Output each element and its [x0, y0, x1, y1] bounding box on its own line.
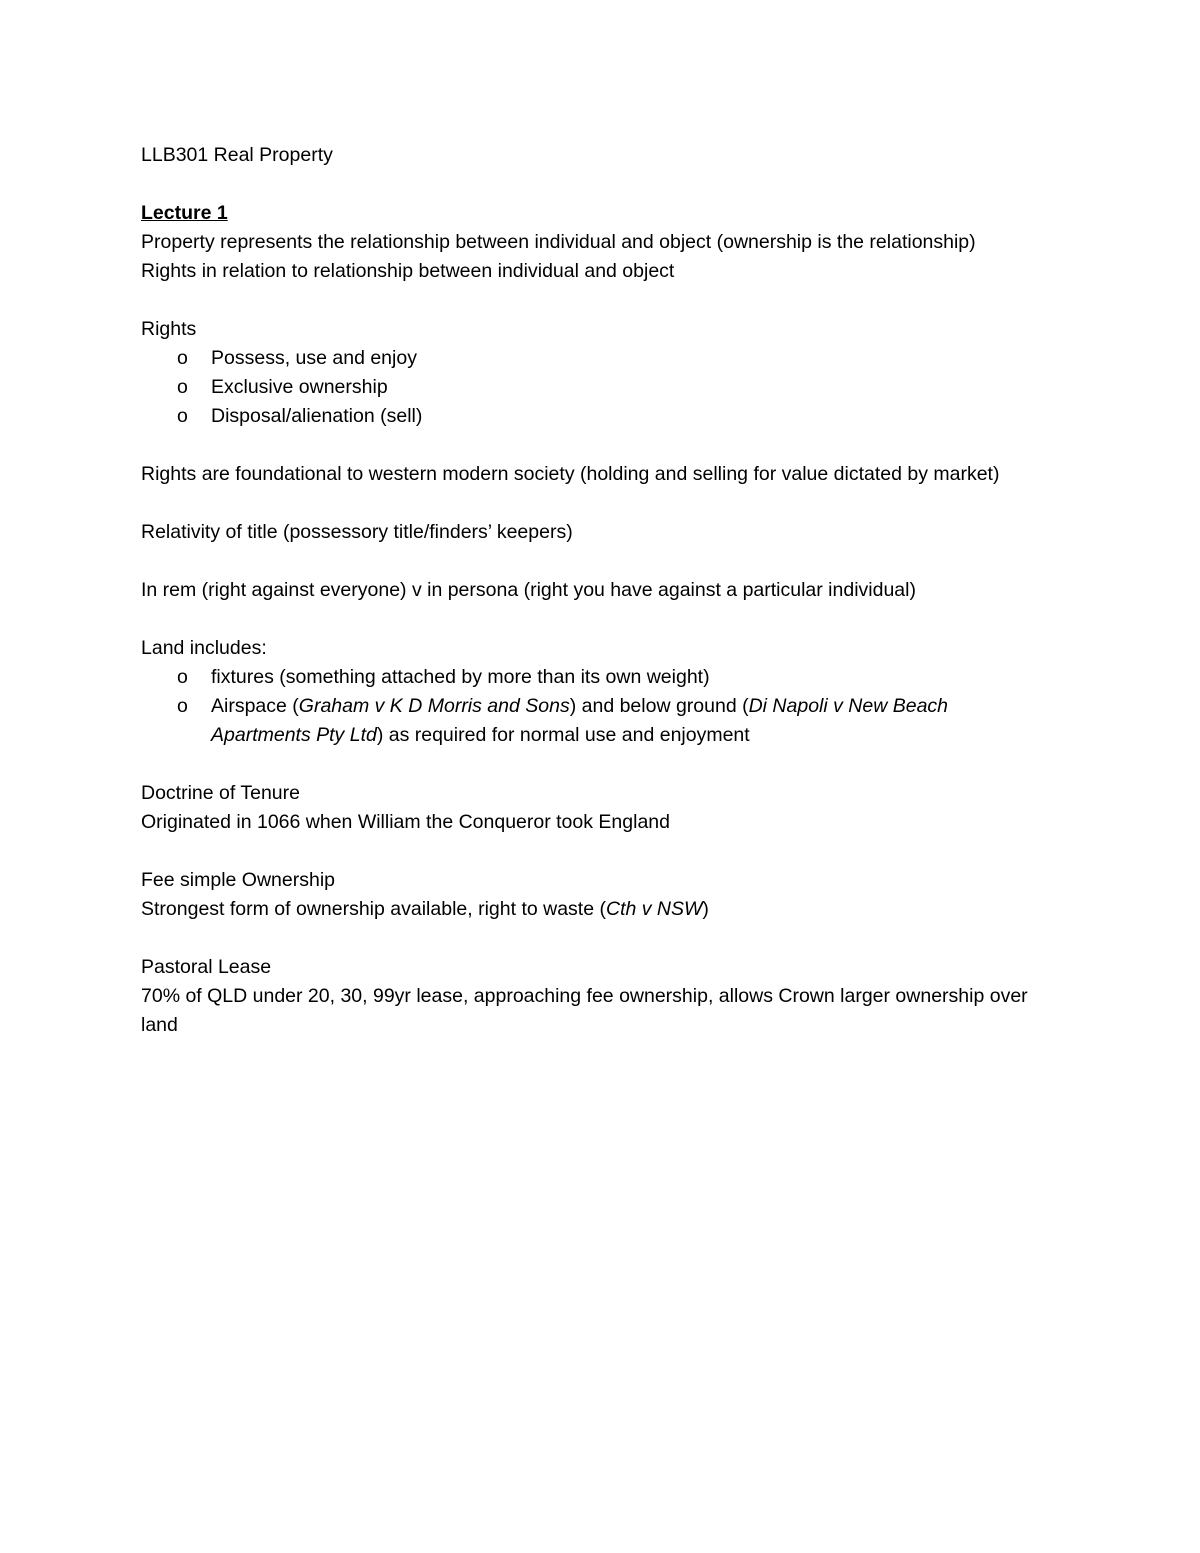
bullet-icon: o	[177, 666, 188, 688]
in-rem-paragraph: In rem (right against everyone) v in persona (right you have against a particular individual)	[141, 579, 916, 601]
fee-text-2: )	[702, 898, 709, 920]
airspace-text-1: Airspace (	[211, 695, 299, 717]
property-line-2: Rights in relation to relationship between individual and object	[141, 260, 675, 282]
fee-simple-text	[141, 895, 1041, 924]
list-item	[141, 663, 1041, 692]
spacer	[141, 837, 1041, 866]
fee-text-1: Strongest form of ownership available, right to waste (	[141, 898, 606, 920]
list-item	[141, 692, 1041, 750]
airspace-text-2: ) and below ground (	[569, 695, 749, 717]
spacer	[141, 750, 1041, 779]
land-list	[141, 663, 1041, 750]
bullet-icon: o	[177, 376, 188, 398]
list-item-text: fixtures (something attached by more than its own weight)	[211, 666, 710, 688]
list-item-text: Disposal/alienation (sell)	[211, 405, 423, 427]
case-citation-cth: Cth v NSW	[605, 898, 703, 920]
fee-simple-heading: Fee simple Ownership	[141, 869, 335, 891]
airspace-text-3: ) as required for normal use and enjoyment	[376, 724, 750, 746]
spacer	[141, 924, 1041, 953]
case-citation-di-napoli: Di Napoli v New Beach Apartments Pty Ltd	[211, 695, 949, 746]
list-item-text: Exclusive ownership	[211, 376, 388, 398]
document-title: LLB301 Real Property	[141, 144, 333, 166]
spacer	[141, 489, 1041, 518]
list-item	[141, 402, 1041, 431]
spacer	[141, 431, 1041, 460]
foundational-paragraph: Rights are foundational to western modern society (holding and selling for value dictated by market)	[141, 463, 1000, 485]
spacer	[141, 547, 1041, 576]
tenure-text: Originated in 1066 when William the Conqueror took England	[141, 811, 670, 833]
list-item-text: Possess, use and enjoy	[211, 347, 417, 369]
rights-heading: Rights	[141, 318, 197, 340]
spacer	[141, 605, 1041, 634]
rights-list	[141, 344, 1041, 431]
bullet-icon: o	[177, 347, 188, 369]
pastoral-heading: Pastoral Lease	[141, 956, 272, 978]
spacer	[141, 286, 1041, 315]
property-line-1: Property represents the relationship between individual and object (ownership is the relationship)	[141, 231, 976, 253]
bullet-icon: o	[177, 405, 188, 427]
bullet-icon: o	[177, 695, 188, 717]
spacer	[141, 170, 1041, 199]
list-item	[141, 373, 1041, 402]
lecture-heading: Lecture 1	[141, 202, 228, 224]
document-body	[141, 141, 1041, 1040]
relativity-paragraph: Relativity of title (possessory title/finders’ keepers)	[141, 521, 573, 543]
pastoral-text: 70% of QLD under 20, 30, 99yr lease, approaching fee ownership, allows Crown larger ownership over land	[141, 985, 1028, 1036]
land-heading: Land includes:	[141, 637, 267, 659]
case-citation-graham: Graham v K D Morris and Sons	[298, 695, 570, 717]
list-item	[141, 344, 1041, 373]
tenure-heading: Doctrine of Tenure	[141, 782, 300, 804]
